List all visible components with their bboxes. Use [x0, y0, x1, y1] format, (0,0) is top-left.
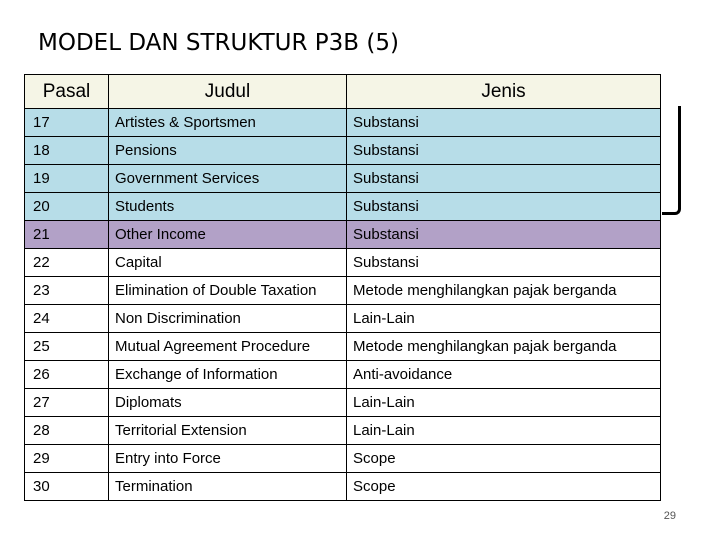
table-row	[25, 473, 661, 501]
cell-pasal: 28	[25, 417, 109, 445]
cell-pasal: 19	[25, 165, 109, 193]
table-row	[25, 193, 661, 221]
cell-pasal: 23	[25, 277, 109, 305]
cell-judul: Mutual Agreement Procedure	[109, 333, 347, 361]
table-row	[25, 305, 661, 333]
cell-judul: Pensions	[109, 137, 347, 165]
cell-jenis: Substansi	[347, 193, 661, 221]
cell-pasal: 29	[25, 445, 109, 473]
header-judul: Judul	[109, 75, 347, 109]
cell-pasal: 20	[25, 193, 109, 221]
cell-judul: Students	[109, 193, 347, 221]
cell-pasal: 18	[25, 137, 109, 165]
cell-jenis: Lain-Lain	[347, 305, 661, 333]
cell-jenis: Substansi	[347, 221, 661, 249]
p3b-structure-table	[24, 74, 661, 501]
table-header-row	[25, 75, 661, 109]
cell-judul: Non Discrimination	[109, 305, 347, 333]
cell-judul: Diplomats	[109, 389, 347, 417]
cell-judul: Capital	[109, 249, 347, 277]
page-number: 29	[663, 510, 676, 522]
cell-pasal: 30	[25, 473, 109, 501]
cell-jenis: Lain-Lain	[347, 389, 661, 417]
cell-pasal: 22	[25, 249, 109, 277]
header-jenis: Jenis	[347, 75, 661, 109]
cell-pasal: 21	[25, 221, 109, 249]
table-row	[25, 165, 661, 193]
cell-jenis: Scope	[347, 445, 661, 473]
cell-jenis: Lain-Lain	[347, 417, 661, 445]
cell-pasal: 17	[25, 109, 109, 137]
cell-judul: Termination	[109, 473, 347, 501]
cell-judul: Elimination of Double Taxation	[109, 277, 347, 305]
table-row	[25, 221, 661, 249]
cell-pasal: 26	[25, 361, 109, 389]
cell-judul: Territorial Extension	[109, 417, 347, 445]
cell-judul: Artistes & Sportsmen	[109, 109, 347, 137]
table-row	[25, 445, 661, 473]
cell-judul: Entry into Force	[109, 445, 347, 473]
group-bracket	[662, 106, 681, 215]
cell-judul: Exchange of Information	[109, 361, 347, 389]
header-pasal: Pasal	[25, 75, 109, 109]
table-row	[25, 333, 661, 361]
table-row	[25, 277, 661, 305]
cell-jenis: Metode menghilangkan pajak berganda	[347, 277, 661, 305]
cell-pasal: 27	[25, 389, 109, 417]
table-body	[25, 109, 661, 501]
slide-title: MODEL DAN STRUKTUR P3B (5)	[38, 30, 399, 56]
cell-pasal: 24	[25, 305, 109, 333]
table-row	[25, 361, 661, 389]
cell-judul: Government Services	[109, 165, 347, 193]
table-row	[25, 109, 661, 137]
table-row	[25, 389, 661, 417]
table-row	[25, 137, 661, 165]
cell-jenis: Substansi	[347, 137, 661, 165]
table-row	[25, 417, 661, 445]
cell-jenis: Substansi	[347, 165, 661, 193]
cell-jenis: Metode menghilangkan pajak berganda	[347, 333, 661, 361]
cell-judul: Other Income	[109, 221, 347, 249]
cell-jenis: Anti-avoidance	[347, 361, 661, 389]
cell-pasal: 25	[25, 333, 109, 361]
cell-jenis: Substansi	[347, 109, 661, 137]
cell-jenis: Scope	[347, 473, 661, 501]
cell-jenis: Substansi	[347, 249, 661, 277]
table-row	[25, 249, 661, 277]
